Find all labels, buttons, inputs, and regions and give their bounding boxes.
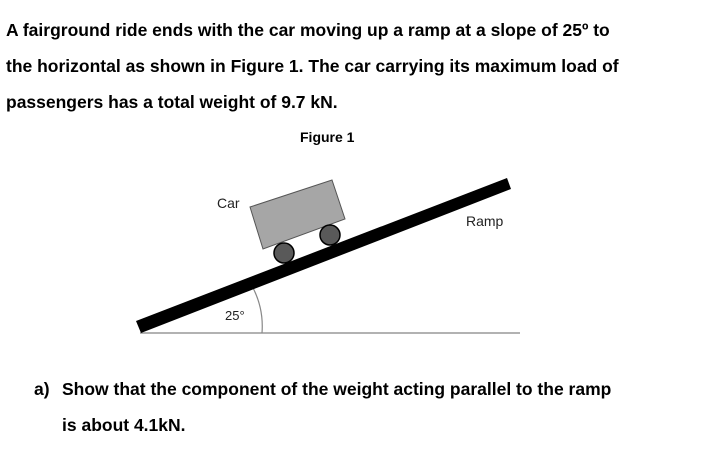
car-wheel [274, 243, 294, 263]
angle-label: 25° [225, 308, 245, 323]
ramp-label: Ramp [466, 213, 504, 229]
question-text-line: is about 4.1kN. [62, 415, 186, 435]
angle-arc [252, 286, 262, 333]
figure-caption: Figure 1 [300, 129, 355, 145]
problem-statement-line: A fairground ride ends with the car moving up a ramp at a slope of 25º to [6, 20, 610, 40]
question-text-line: Show that the component of the weight acting parallel to the ramp [62, 379, 612, 399]
problem-statement-line: the horizontal as shown in Figure 1. The car carrying its maximum load of [6, 56, 619, 76]
question-a [34, 371, 611, 443]
problem-statement-line: passengers has a total weight of 9.7 kN. [6, 92, 338, 112]
car-label: Car [217, 195, 240, 211]
question-label: a) [34, 379, 50, 399]
car-wheel [320, 225, 340, 245]
